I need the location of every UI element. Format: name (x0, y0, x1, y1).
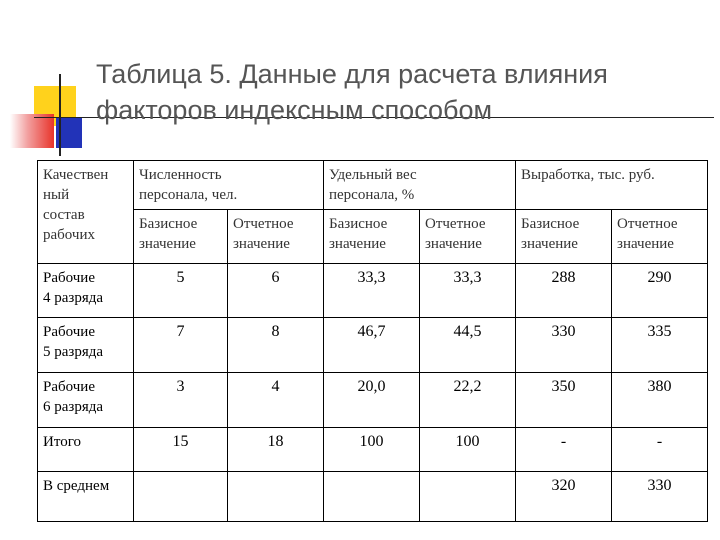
table-row-total (38, 428, 708, 472)
table-cell: 15 (134, 428, 228, 472)
table-subheader-row (38, 210, 708, 264)
table-cell (228, 472, 324, 522)
subheader-report: Отчетное значение (612, 210, 708, 264)
table-cell: 320 (516, 472, 612, 522)
table-cell: 6 (228, 264, 324, 318)
subheader-base: Базисное значение (516, 210, 612, 264)
page-title (96, 56, 696, 128)
data-table (37, 160, 708, 522)
table-cell (324, 472, 420, 522)
table-cell: 290 (612, 264, 708, 318)
table-row-average (38, 472, 708, 522)
table-cell: 100 (420, 428, 516, 472)
table-cell: 8 (228, 318, 324, 373)
table-cell: 380 (612, 373, 708, 428)
table-cell: 3 (134, 373, 228, 428)
header-headcount: Численность персонала, чел. (134, 161, 324, 210)
subheader-base: Базисное значение (134, 210, 228, 264)
table-cell: 330 (516, 318, 612, 373)
table-cell: 4 (228, 373, 324, 428)
header-composition: Качествен ный состав рабочих (38, 161, 134, 264)
table-cell: 5 (134, 264, 228, 318)
table-cell: 100 (324, 428, 420, 472)
table-cell: 44,5 (420, 318, 516, 373)
table-row (38, 373, 708, 428)
table-cell: 46,7 (324, 318, 420, 373)
row-label: Рабочие 5 разряда (38, 318, 134, 373)
table-cell (420, 472, 516, 522)
table-cell: - (612, 428, 708, 472)
table-cell: 22,2 (420, 373, 516, 428)
table-row (38, 318, 708, 373)
title-line-2: факторов индексным способом (96, 95, 493, 125)
subheader-report: Отчетное значение (420, 210, 516, 264)
row-label: Рабочие 6 разряда (38, 373, 134, 428)
decor-vertical-line (59, 74, 61, 156)
row-label: Рабочие 4 разряда (38, 264, 134, 318)
table-cell: 7 (134, 318, 228, 373)
header-share: Удельный вес персонала, % (324, 161, 516, 210)
row-label: В среднем (38, 472, 134, 522)
title-line-1: Таблица 5. Данные для расчета влияния (96, 59, 608, 89)
header-output: Выработка, тыс. руб. (516, 161, 708, 210)
table-cell: 18 (228, 428, 324, 472)
table-cell: 330 (612, 472, 708, 522)
table-row (38, 264, 708, 318)
table-cell: - (516, 428, 612, 472)
subheader-base: Базисное значение (324, 210, 420, 264)
table-cell: 335 (612, 318, 708, 373)
table-cell (134, 472, 228, 522)
table-cell: 20,0 (324, 373, 420, 428)
table-header-row (38, 161, 708, 210)
table-cell: 288 (516, 264, 612, 318)
decor-red-bar (10, 114, 54, 148)
subheader-report: Отчетное значение (228, 210, 324, 264)
row-label: Итого (38, 428, 134, 472)
table-cell: 33,3 (324, 264, 420, 318)
table-cell: 33,3 (420, 264, 516, 318)
table-cell: 350 (516, 373, 612, 428)
